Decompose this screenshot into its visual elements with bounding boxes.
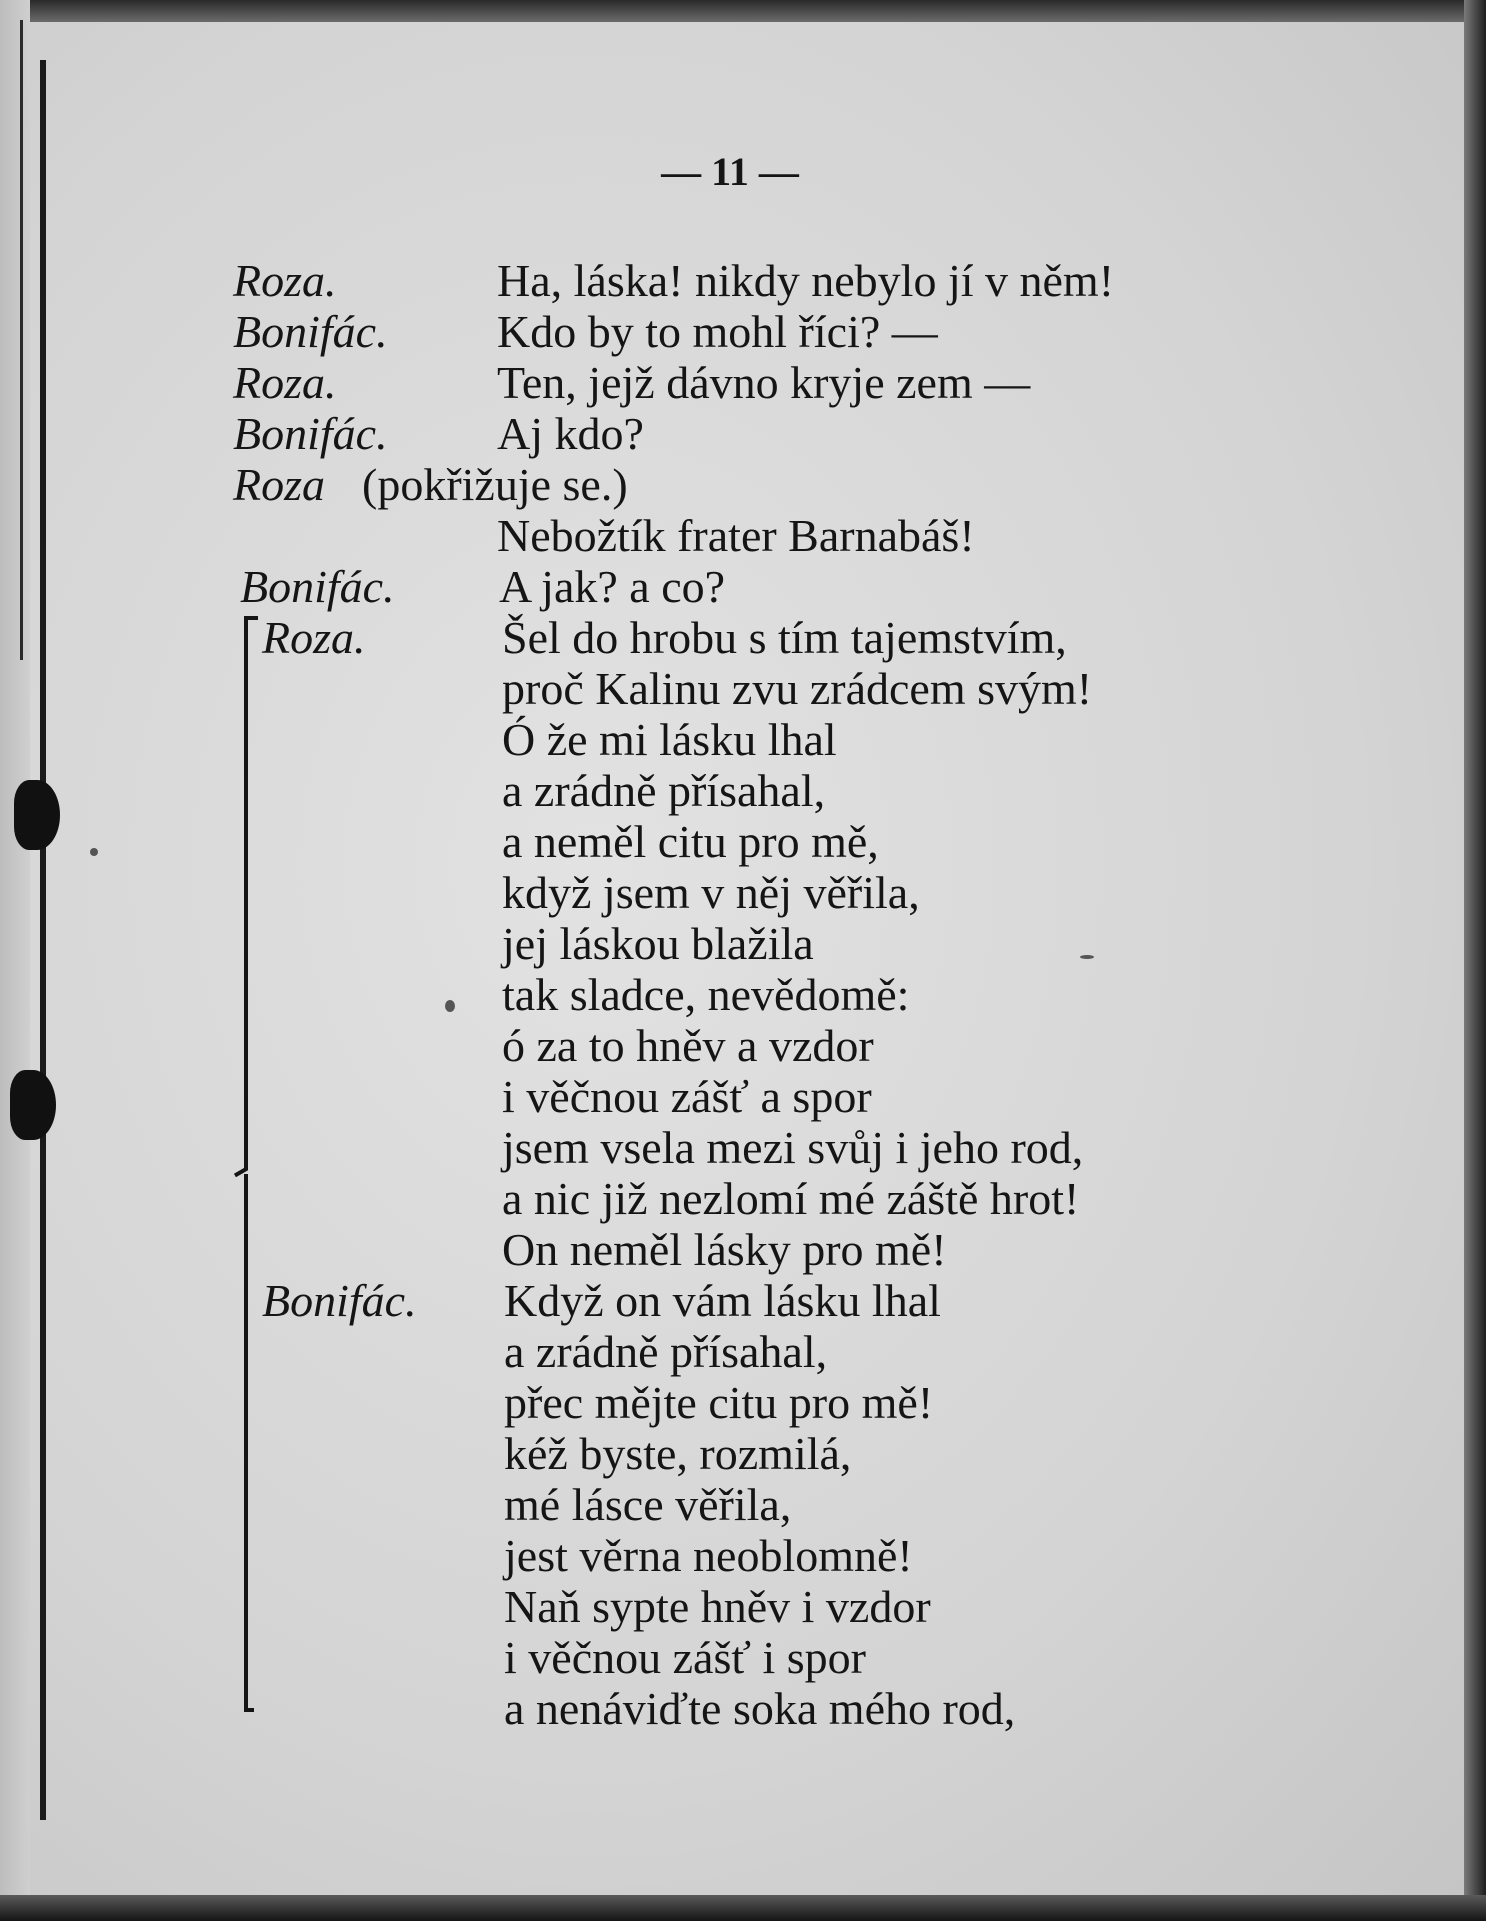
verse-line: a nenáviďte soka mého rod, xyxy=(504,1683,1016,1734)
brace-upper xyxy=(244,616,248,1170)
scan-edge-top xyxy=(0,0,1486,22)
speaker-label: Roza. xyxy=(233,357,337,408)
verse-line: tak sladce, nevědomě: xyxy=(502,969,910,1020)
scan-speck xyxy=(445,1000,455,1012)
spine-shadow xyxy=(40,60,46,1820)
brace-lower xyxy=(244,1174,248,1710)
speaker-label: Bonifác. xyxy=(262,1275,417,1326)
speaker-label: Bonifác. xyxy=(233,306,388,357)
page-number: — 11 — xyxy=(661,149,799,194)
speaker-label: Bonifác. xyxy=(233,408,388,459)
verse-line: jsem vsela mezi svůj i jeho rod, xyxy=(502,1122,1084,1173)
verse-line: a neměl citu pro mě, xyxy=(502,816,879,867)
scan-edge-bottom xyxy=(0,1895,1486,1921)
verse-line: Aj kdo? xyxy=(497,408,644,459)
verse-line: Ten, jejž dávno kryje zem — xyxy=(497,357,1031,408)
verse-line: jej láskou blažila xyxy=(502,918,814,969)
spine-shadow-thin xyxy=(20,20,23,660)
verse-line: a nic již nezlomí mé záště hrot! xyxy=(502,1173,1080,1224)
verse-line: a zrádně přísahal, xyxy=(504,1326,828,1377)
verse-line: A jak? a co? xyxy=(499,561,726,612)
verse-line: proč Kalinu zvu zrádcem svým! xyxy=(502,663,1093,714)
verse-line: Kdo by to mohl říci? — xyxy=(497,306,938,357)
verse-line: i věčnou zášť i spor xyxy=(504,1632,867,1683)
verse-line: a zrádně přísahal, xyxy=(502,765,826,816)
verse-line: i věčnou zášť a spor xyxy=(502,1071,872,1122)
speaker-label: Roza. xyxy=(233,255,337,306)
binding-mark xyxy=(10,1070,56,1140)
scan-speck xyxy=(1080,955,1094,959)
stage-direction: (pokřižuje se.) xyxy=(362,459,628,510)
verse-line: Šel do hrobu s tím tajemstvím, xyxy=(502,612,1067,663)
verse-line: přec mějte citu pro mě! xyxy=(504,1377,934,1428)
scan-edge-left xyxy=(0,0,30,1921)
verse-line: Naň sypte hněv i vzdor xyxy=(504,1581,931,1632)
verse-line: kéž byste, rozmilá, xyxy=(504,1428,852,1479)
verse-line: On neměl lásky pro mě! xyxy=(502,1224,947,1275)
verse-line: Když on vám lásku lhal xyxy=(504,1275,941,1326)
verse-line: Nebožtík frater Barnabáš! xyxy=(497,510,975,561)
scan-speck xyxy=(90,848,98,856)
verse-line: ó za to hněv a vzdor xyxy=(502,1020,874,1071)
verse-line: mé lásce věřila, xyxy=(504,1479,792,1530)
speaker-label: Roza. xyxy=(262,612,366,663)
scan-edge-right xyxy=(1464,0,1486,1921)
verse-line: Ó že mi lásku lhal xyxy=(502,714,837,765)
speaker-label: Roza xyxy=(233,459,325,510)
verse-line: jest věrna neoblomně! xyxy=(504,1530,913,1581)
brace-bottom xyxy=(244,1708,254,1712)
verse-line: Ha, láska! nikdy nebylo jí v něm! xyxy=(497,255,1115,306)
binding-mark xyxy=(14,780,60,850)
verse-line: když jsem v něj věřila, xyxy=(502,867,920,918)
speaker-label: Bonifác. xyxy=(240,561,395,612)
